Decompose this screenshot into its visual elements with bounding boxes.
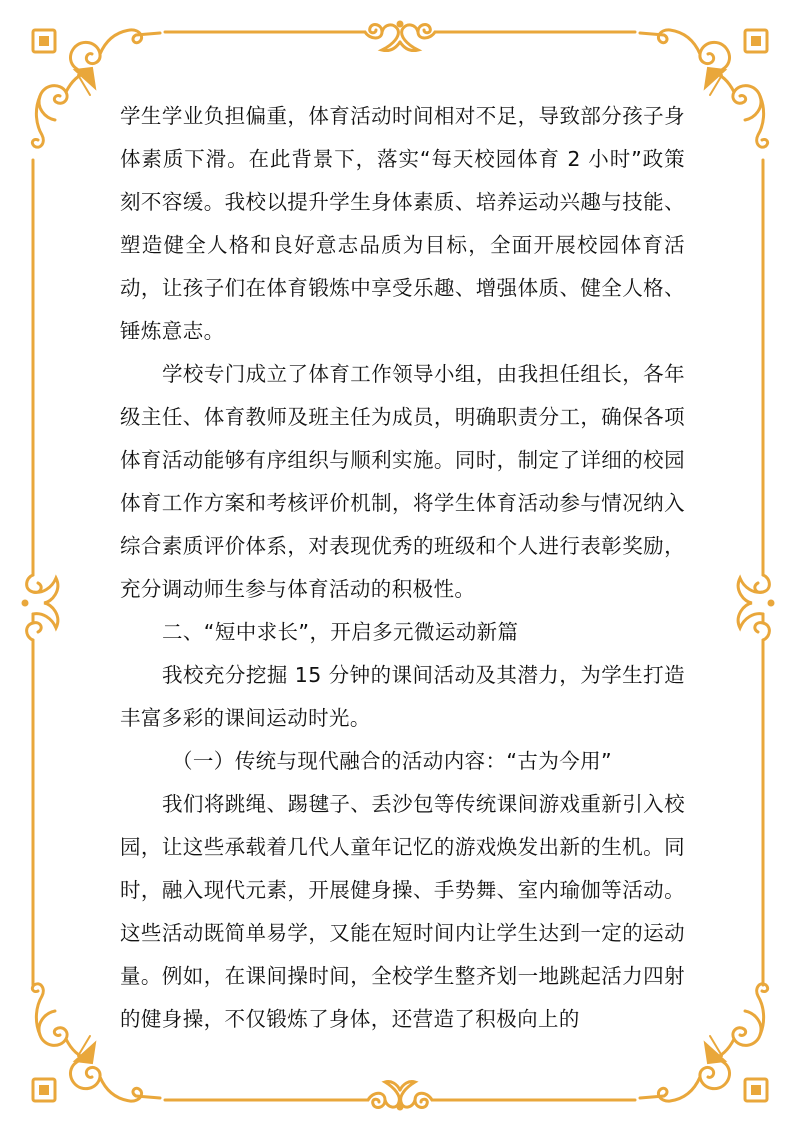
ornament-top-center-icon	[365, 21, 435, 51]
paragraph-recess-activities: 我校充分挖掘 15 分钟的课间活动及其潜力，为学生打造丰富多彩的课间运动时光。	[120, 663, 685, 730]
section-heading-two: 二、“短中求长”，开启多元微运动新篇	[162, 620, 519, 644]
document-body	[120, 95, 685, 1041]
paragraph-intro-continued: 学生学业负担偏重，体育活动时间相对不足，导致部分孩子身体素质下滑。在此背景下，落实“每天校园体育 2 小时”政策刻不容缓。我校以提升学生身体素质、培养运动兴趣与技能、塑造健全人格和良好意志品质为目标，全面开展校园体育活动，让孩子们在体育锻炼中享受乐趣、增强体质、健全人格、锤炼意志。	[120, 104, 685, 343]
ornament-left-middle-icon	[22, 575, 58, 640]
paragraph-traditional-modern: 我们将跳绳、踢毽子、丢沙包等传统课间游戏重新引入校园，让这些承载着几代人童年记忆的游戏焕发出新的生机。同时，融入现代元素，开展健身操、手势舞、室内瑜伽等活动。这些活动既简单易学，又能在短时间内让学生达到一定的运动量。例如，在课间操时间，全校学生整齐划一地跳起活力四射的健身操，不仅锻炼了身体，还营造了积极向上的	[120, 792, 685, 1031]
subsection-heading-one: （一）传统与现代融合的活动内容：“古为今用”	[172, 749, 613, 773]
ornament-right-middle-icon	[738, 575, 774, 640]
ornament-bottom-center-icon	[368, 1081, 432, 1110]
paragraph-leadership-group: 学校专门成立了体育工作领导小组，由我担任组长，各年级主任、体育教师及班主任为成员，明确职责分工，确保各项体育活动能够有序组织与顺利实施。同时，制定了详细的校园体育工作方案和考核评价机制，将学生体育活动参与情况纳入综合素质评价体系，对表现优秀的班级和个人进行表彰奖励，充分调动师生参与体育活动的积极性。	[120, 362, 685, 601]
